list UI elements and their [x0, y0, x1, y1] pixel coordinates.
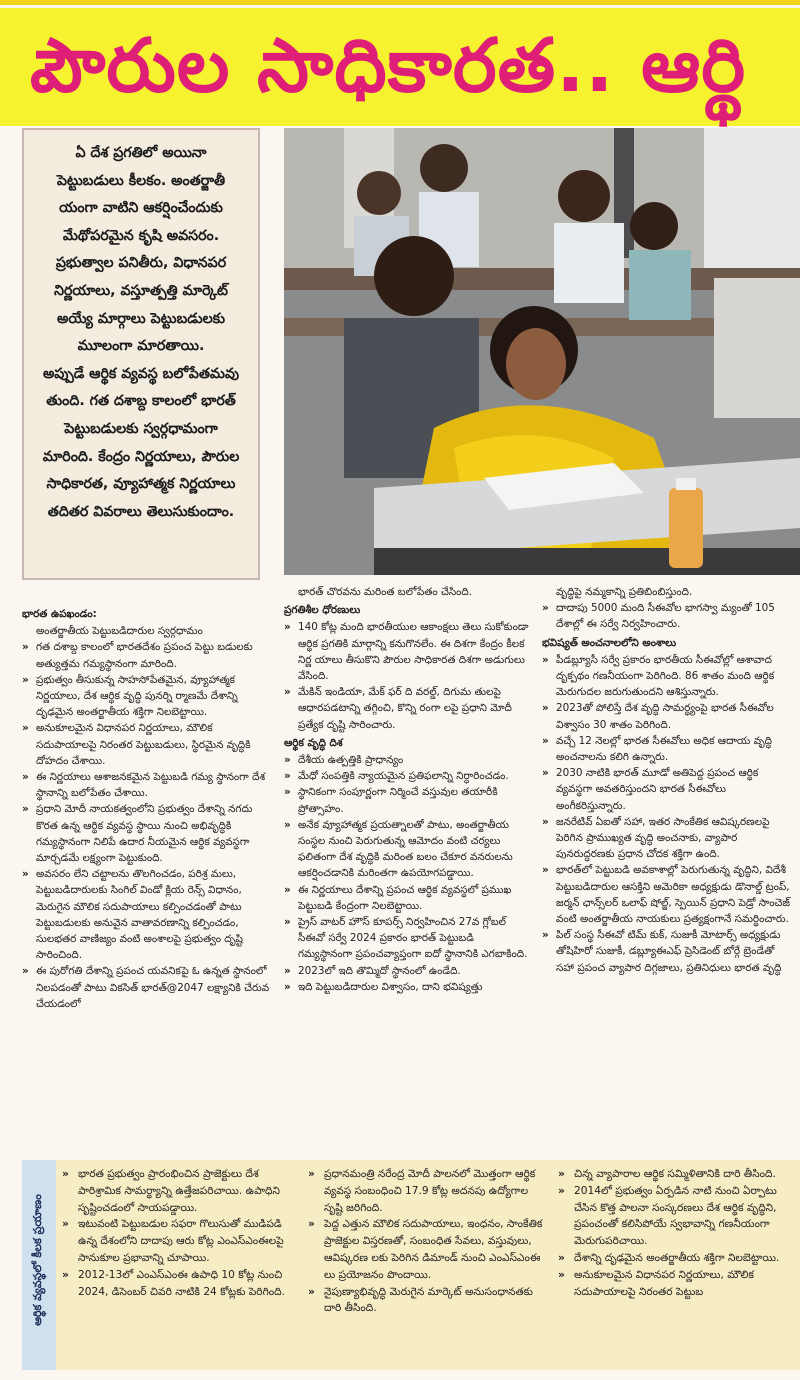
list-item: » అవసరం లేని చట్టాలను తొలగించడం, పరిశ్ర మలు, పెట్టుబడిదారులకు సింగిల్ విండో క్లియ రెన్స్ విధానం, మెరుగైన మౌలిక సదుపాయాలు కల్పించడంతో పాటు పెట్టుబడులకు అనువైన వాతావరణాన్ని కల్పించడం, సులభతర వాణిజ్యం వంటి అంశాలపై ప్రభుత్వం దృష్టి సారించింది. [22, 866, 272, 963]
list-item: » 2014లో ప్రభుత్వం ఏర్పడిన నాటి నుంచి ఏర్పాటు చేసిన కొత్త పాలనా సంస్కరణలు దేశ ఆర్థిక వృద్ధిని, ప్రపంచంతో కలిసిపోయే స్వభావాన్ని గణనీయంగా మెరుగుపరిచాయి. [556, 1183, 794, 1250]
list-item: » 140 కోట్ల మంది భారతీయుల ఆకాంక్షలు తెలు సుకోకుండా ఆర్థిక ప్రగతికి మార్గాన్ని కనుగొనలేం. ఈ దిశగా కేంద్రం కీలక నిర్ణ యాలు తీసుకొని పౌరుల సాధికారత దిశగా అడుగులు వేసింది. [284, 619, 530, 684]
list-item: » పెద్ద ఎత్తున మౌలిక సదుపాయాలు, ఇంధనం, సాంకేతిక ప్రాజెక్టుల విస్తరణతో, సంబంధిత సేవలు, వస్తువులు, ఆవిష్కరణ లకు పెరిగిన డిమాండ్ నుంచి ఎంఎస్ఎంఈ లు ప్రయోజనం పొందాయి. [306, 1216, 546, 1283]
headline-banner [0, 8, 800, 126]
intro-line: తదితర వివరాలు తెలుసుకుందాం. [47, 503, 235, 520]
list-item: » ఈ పురోగతి దేశాన్ని ప్రపంచ యవనికపై ఓ ఉన్నత స్థానంలో నిలపడంతో పాటు వికసిత్ భారత్@2047 లక్ష్యానికి చేరువ చేయడంలో [22, 963, 272, 1012]
list-item: » దేశీయ ఉత్పత్తికి ప్రాధాన్యం [284, 752, 530, 768]
bottom-highlight-box [22, 1160, 800, 1370]
list-item: » ప్రభుత్వం తీసుకున్న సాహసోపేతమైన, వ్యూహాత్మక నిర్ణయాలు, దేశ ఆర్థిక వృద్ధి పునర్ని ర్మాణమే దేశాన్ని దృఢమైన అంతర్జాతీయ శక్తిగా నిలబెట్టాయి. [22, 672, 272, 721]
intro-line: మేథోపరమైన కృషి అవసరం. [62, 227, 220, 244]
bottom-column-3 [556, 1166, 794, 1300]
top-rule [0, 0, 800, 5]
list-item: » ఈ నిర్ణయాలు ఆశాజనకమైన పెట్టుబడి గమ్య స్థానంగా దేశ స్థానాన్ని బలోపేతం చేశాయి. [22, 769, 272, 801]
list-item: » 2030 నాటికి భారత్ మూడో అతిపెద్ద ప్రపంచ ఆర్థిక వ్యవస్థగా అవతరిస్తుందని భారత సీఈవోలు అంగీకరిస్తున్నారు. [542, 765, 792, 814]
list-item: » 2023లో ఇది తొమ్మిదో స్థానంలో ఉండేది. [284, 963, 530, 979]
list-item: » 2023తో పోలిస్తే దేశ వృద్ధి సామర్థ్యంపై భారత సీఈవోల విశ్వాసం 30 శాతం పెరిగింది. [542, 700, 792, 732]
section-lead: వృద్ధిపై నమ్మకాన్ని ప్రతిబింబిస్తుంది. [556, 586, 693, 598]
list-item: » మేకిన్ ఇండియా, మేక్ ఫర్ ది వరల్డ్, దిగుమ తులపై ఆధారపడటాన్ని తగ్గించి, కొన్ని రంగా లపై ప్రధాని మోదీ ప్రత్యేక దృష్టి సారించారు. [284, 684, 530, 733]
list-item: » ఇటువంటి పెట్టుబడుల సఫరా గొలుసుతో ముడిపడి ఉన్న దేశంలోని దాదాపు ఆరు కోట్ల ఎంఎస్ఎంఈలపై సానుకూల ప్రభావాన్ని చూపాయి. [60, 1216, 298, 1266]
side-label-strip [22, 1160, 56, 1370]
list-item: » అనుకూలమైన విధానపర నిర్ణయాలు, మౌలిక సదుపాయాలపై నిరంతర పెట్టుబడులు, స్థిరమైన వృద్ధికి దోహదం చేశాయి. [22, 720, 272, 769]
list-item: » దాదాపు 5000 మంది సీఈవోల భాగస్వా మ్యంతో 105 దేశాల్లో ఈ సర్వే నిర్వహించారు. [542, 600, 792, 632]
intro-line: యంగా వాటిని ఆకర్షించేందుకు [59, 200, 223, 217]
intro-line: అప్పుడే ఆర్థిక వ్యవస్థ బలోపేతమవు [42, 365, 240, 382]
intro-line: మారింది. కేంద్రం నిర్ణయాలు, పౌరుల [42, 448, 240, 465]
bullet-list [60, 1166, 298, 1300]
list-item: » వచ్చే 12 నెలల్లో భారత సీఈవోలు అధిక ఆదాయ వృద్ధి అంచనాలను కలిగి ఉన్నారు. [542, 733, 792, 765]
list-item: » భారత్‌లో పెట్టుబడి అవకాశాల్లో పెరుగుతున్న వృద్ధిని, విదేశీ పెట్టుబడిదారుల ఆసక్తిని అమెరికా అధ్యక్షుడు డొనాల్డ్ ట్రంప్, జర్మన్ ఛాన్స్‌లర్ ఒలాఫ్ షోల్జ్, స్పెయిన్ ప్రధాని పెడ్రో సాంచెజ్ వంటి అంతర్జాతీయ నాయకులు ప్రత్యక్షంగానే సమర్థించారు. [542, 862, 792, 927]
list-item: » జనరేటివ్ ఏఐతో సహా, ఇతర సాంకేతిక ఆవిష్కరణలపై పెరిగిన ప్రాముఖ్యత వృద్ధి అంచనాకు, వ్యాపార పునరుద్ధరణకు ప్రధాన చోదక శక్తిగా ఉంది. [542, 814, 792, 863]
list-item: » భారత ప్రభుత్వం ప్రారంభించిన ప్రాజెక్టులు దేశ పారిశ్రామిక సామర్థ్యాన్ని ఉత్తేజపరిచాయి. ఉపాధిని సృష్టించడంలో సాయపడ్డాయి. [60, 1166, 298, 1216]
list-item: » ప్రధాని మోదీ నాయకత్వంలోని ప్రభుత్వం దేశాన్ని నగదు కొరత ఉన్న ఆర్థిక వ్యవస్థ స్థాయి నుంచి అభివృద్ధికి గమ్యస్థానంగా నిలిపే ఉదార నీయమైన ఆర్థిక వ్యవస్థగా మార్చడమే లక్ష్యంగా పెట్టుకుంది. [22, 801, 272, 866]
intro-line: అయ్యే మార్గాలు పెట్టుబడులకు [56, 310, 225, 327]
section-heading: ఆర్థిక వృద్ధి దిశ [284, 736, 343, 749]
intro-line: ఏ దేశ ప్రగతిలో అయినా [75, 145, 207, 161]
intro-line: సాధికారత, వ్యూహాత్మక నిర్ణయాలు [46, 476, 236, 493]
list-item: » గత దశాబ్ద కాలంలో భారతదేశం ప్రపంచ పెట్టు బడులకు అత్యుత్తమ గమ్యస్థానంగా మారింది. [22, 639, 272, 671]
bullet-list [284, 752, 530, 995]
bullet-list [284, 619, 530, 732]
section-heading: ప్రగతిశీల ధోరణులు [284, 604, 361, 617]
list-item: » పీడబ్ల్యూసీ సర్వే ప్రకారం భారతీయ సీఈవోల్లో ఆశావాద దృక్పథం గణనీయంగా పెరిగింది. 86 శాతం మంది ఆర్థిక మెరుగుదల జరుగుతుందని ఆశిస్తున్నారు. [542, 652, 792, 701]
article-column-2 [284, 584, 530, 995]
list-item: » ఈ నిర్ణయాలు దేశాన్ని ప్రపంచ ఆర్థిక వ్యవస్థలో ప్రముఖ పెట్టుబడి కేంద్రంగా నిలబెట్టాయి. [284, 882, 530, 914]
bullet-list [306, 1166, 546, 1317]
section-lead: భారత్ చొరవను మరింత బలోపేతం చేసింది. [298, 586, 473, 598]
bottom-column-1 [60, 1166, 298, 1300]
side-label: ఆర్థిక వ్యవస్థలో కీలక ప్రయాణం [31, 1194, 44, 1326]
article-column-1 [22, 604, 272, 1012]
list-item: » 2012-13లో ఎంఎస్ఎంఈ ఉపాధి 10 కోట్ల నుంచి 2024, డిసెంబర్ చివరి నాటికి 24 కోట్లకు పెరిగింది. [60, 1267, 298, 1301]
section-heading: భవిష్యత్ అంచనాలలోని అంశాలు [542, 636, 677, 649]
list-item: » ప్రైస్ వాటర్ హౌస్ కూపర్స్ నిర్వహించిన 27వ గ్లోబల్ సీఈవో సర్వే 2024 ప్రకారం భారత్ పెట్టుబడి గమ్యస్థానంగా ప్రపంచవ్యాప్తంగా ఐదో స్థానానికి ఎగబాకింది. [284, 914, 530, 963]
list-item: » అనేక వ్యూహాత్మక ప్రయత్నాలతో పాటు, అంతర్జాతీయ సంస్థల నుంచి పెరుగుతున్న ఆమోదం వంటి చర్యలు ఫలితంగా దేశ వృద్ధికి మరింత బలం చేకూర వనరులను ఆకర్షించడానికి మరింతగా ఉపయోగపడ్డాయి. [284, 817, 530, 882]
list-item: » దేశాన్ని దృఢమైన అంతర్జాతీయ శక్తిగా నిలబెట్టాయి. [556, 1250, 794, 1267]
headline-title: పౌరుల సాధికారత.. ఆర్థి [30, 23, 747, 109]
section-lead: అంతర్జాతీయ పెట్టుబడిదారుల స్వర్గధామం [36, 625, 203, 638]
list-item: » ప్రధానమంత్రి నరేంద్ర మోదీ పాలనలో మొత్తంగా ఆర్థిక వ్యవస్థ సంబంధించి 17.9 కోట్ల అదనపు ఉద్యోగాల సృష్టి జరిగింది. [306, 1166, 546, 1216]
list-item: » నైపుణ్యాభివృద్ధి మెరుగైన మార్కెట్ అనుసంధానతకు దారి తీసింది. [306, 1284, 546, 1318]
bottom-column-2 [306, 1166, 546, 1317]
bullet-list [22, 639, 272, 1012]
list-item: » ఇది పెట్టుబడిదారుల విశ్వాసం, దాని భవిష్యత్తు [284, 979, 530, 995]
intro-line: మూలంగా మారతాయి. [77, 338, 205, 355]
list-item: » అనుకూలమైన విధానపర నిర్ణయాలు, మౌలిక సదుపాయాలపై నిరంతర పెట్టుబ [556, 1267, 794, 1301]
list-item: » స్థానికంగా సంపూర్ణంగా నిర్మించే వస్తువుల తయారీకి ప్రోత్సాహం. [284, 784, 530, 816]
bullet-list [556, 1166, 794, 1300]
intro-line: పెట్టుబడులకు స్వర్గధామంగా [64, 420, 218, 437]
list-item: » పిల్ సంస్థ సీఈవో టిమ్ కుక్, సుజుకీ మోటార్స్ అధ్యక్షుడు తోషిహిరో సుజుకీ, డబ్ల్యూఈఎఫ్ ప్రెసిడెంట్ బోర్గే బ్రెండేతో సహా ప్రపంచ వ్యాపార దిగ్గజాలు, ప్రతినిధులు భారత వృద్ధి [542, 927, 792, 976]
list-item: » మేధో సంపత్తికి న్యాయమైన ప్రతిఫలాన్ని నిర్ధారించడం. [284, 768, 530, 784]
intro-line: పెట్టుబడులు కీలకం. అంతర్జాతీ [56, 172, 226, 189]
exam-hall-photo [284, 128, 800, 575]
intro-line: ప్రభుత్వాల పనితీరు, విధానపర [55, 255, 227, 272]
bullet-list [542, 600, 792, 632]
list-item: » చిన్న వ్యాపారాల ఆర్థిక సమ్మిళితానికి దారి తీసింది. [556, 1166, 794, 1183]
section-heading: భారత ఉపఖండం: [22, 608, 97, 620]
article-column-3 [542, 584, 792, 976]
bullet-list [542, 652, 792, 976]
exam-photo-illustration [284, 128, 800, 575]
intro-line: నిర్ణయాలు, వస్తూత్పత్తి మార్కెట్ [54, 282, 228, 299]
intro-box [22, 128, 260, 580]
intro-line: తుంది. గత దశాబ్ద కాలంలో భారత్ [46, 393, 236, 410]
